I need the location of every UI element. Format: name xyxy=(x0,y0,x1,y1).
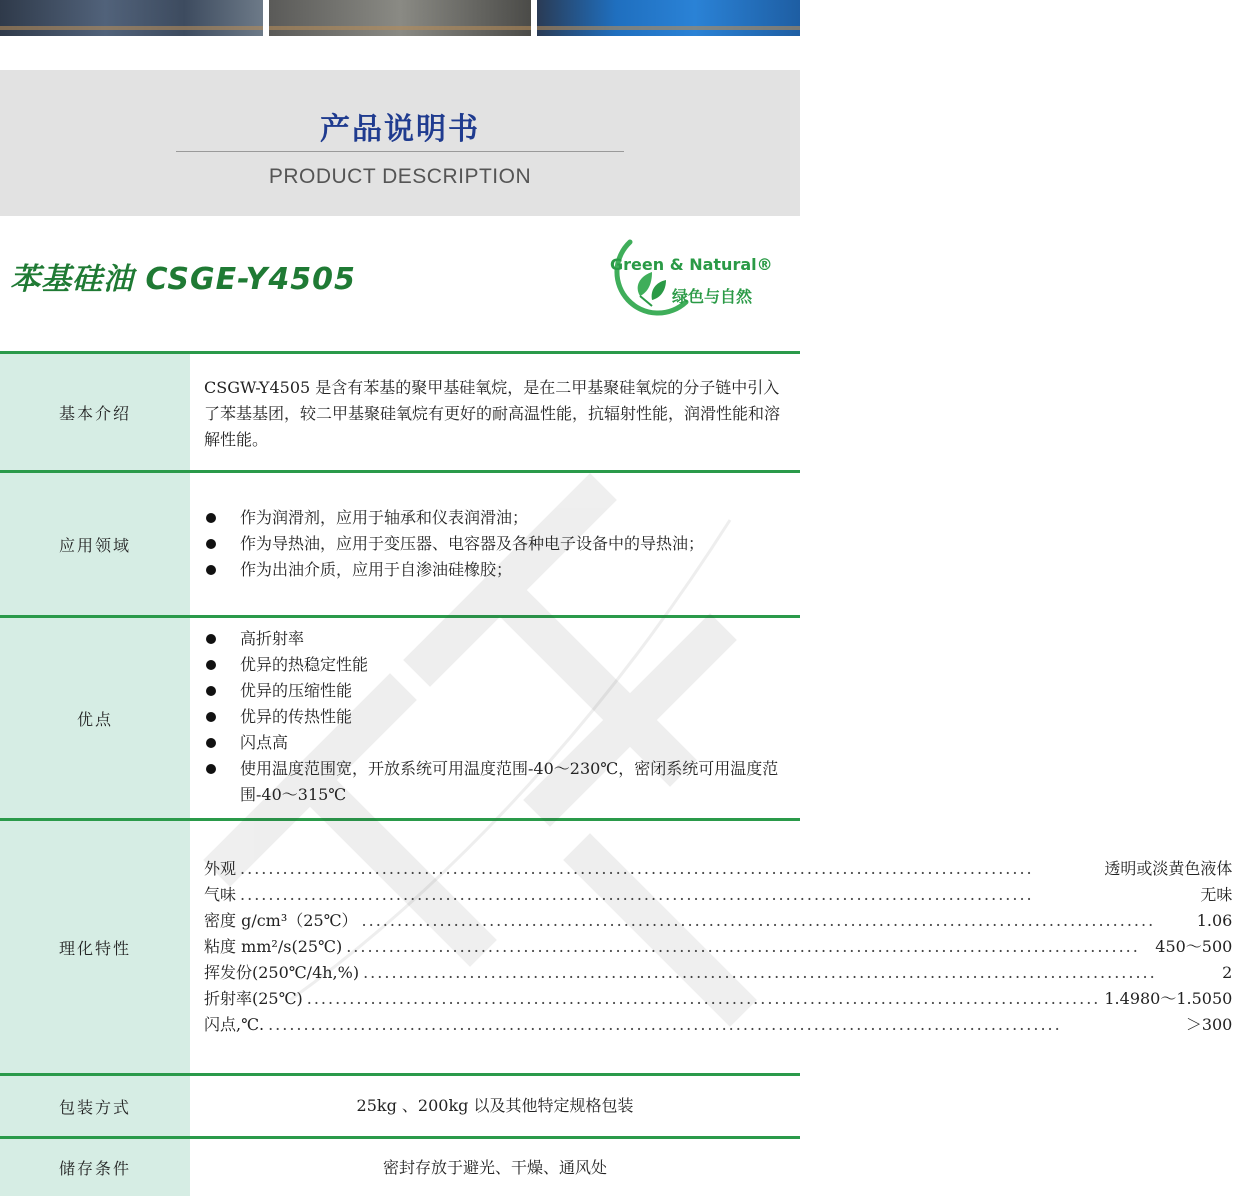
storage-text: 密封存放于避光、干燥、通风处 xyxy=(382,1157,607,1177)
intro-text: CSGW-Y4505 是含有苯基的聚甲基硅氧烷，是在二甲基聚硅氧烷的分子链中引入了苯基基团，较二甲基聚硅氧烷有更好的耐高温性能，抗辐射性能，润滑性能和溶解性能。 xyxy=(204,378,781,449)
warehouse-floor-photo xyxy=(269,0,532,36)
property-value: 450～500 xyxy=(1155,937,1233,956)
list-item: 作为出油介质，应用于自渗油硅橡胶； xyxy=(204,557,790,583)
spec-table xyxy=(0,351,1233,1196)
table-row-intro xyxy=(0,354,800,473)
property-line xyxy=(204,960,1232,986)
property-value: 1.06 xyxy=(1196,911,1233,930)
property-value: 无味 xyxy=(1200,885,1233,904)
table-row-application xyxy=(0,473,800,618)
table-row-packaging xyxy=(0,1076,800,1139)
list-item: 闪点高 xyxy=(204,730,790,756)
property-key: 闪点,℃. xyxy=(204,1015,265,1034)
list-item: 作为润滑剂，应用于轴承和仪表润滑油； xyxy=(204,505,790,531)
row-label-advantages: 优点 xyxy=(0,618,190,818)
property-key: 密度 g/cm³（25℃） xyxy=(204,911,358,930)
property-line xyxy=(204,986,1232,1012)
property-key: 挥发份(250℃/4h,%) xyxy=(204,963,360,982)
property-line xyxy=(204,1012,1232,1038)
property-key: 粘度 mm²/s(25℃) xyxy=(204,937,343,956)
row-label-application: 应用领域 xyxy=(0,473,190,615)
table-row-storage xyxy=(0,1139,800,1196)
property-line xyxy=(204,934,1232,960)
property-line xyxy=(204,908,1232,934)
property-key: 气味 xyxy=(204,885,237,904)
page-subtitle: PRODUCT DESCRIPTION xyxy=(268,165,532,188)
row-label-properties: 理化特性 xyxy=(0,821,190,1073)
row-label-packaging: 包装方式 xyxy=(0,1076,190,1136)
property-value: 1.4980～1.5050 xyxy=(1104,989,1233,1008)
product-title: 苯基硅油 CSGE-Y4505 xyxy=(10,262,356,297)
list-item: 优异的压缩性能 xyxy=(204,678,790,704)
product-photo-strip xyxy=(0,0,800,36)
list-item: 优异的热稳定性能 xyxy=(204,652,790,678)
property-key: 外观 xyxy=(204,859,237,878)
property-value: ＞300 xyxy=(1185,1015,1233,1034)
advantages-list xyxy=(204,626,790,808)
logo-text-cn: 绿色与自然 xyxy=(672,287,753,306)
property-value: 2 xyxy=(1222,963,1233,982)
list-item: 作为导热油，应用于变压器、电容器及各种电子设备中的导热油； xyxy=(204,531,790,557)
properties-list xyxy=(190,821,1242,1073)
property-line xyxy=(204,856,1232,882)
list-item: 优异的传热性能 xyxy=(204,704,790,730)
property-key: 折射率(25℃) xyxy=(204,989,303,1008)
application-list xyxy=(204,505,790,583)
property-line xyxy=(204,882,1232,908)
blue-drums-photo xyxy=(537,0,800,36)
property-value: 透明或淡黄色液体 xyxy=(1104,859,1233,878)
list-item: 高折射率 xyxy=(204,626,790,652)
table-row-properties xyxy=(0,821,1233,1076)
title-divider xyxy=(176,151,624,152)
row-label-intro: 基本介绍 xyxy=(0,354,190,470)
logo-text-en: Green & Natural® xyxy=(610,255,773,274)
page-title: 产品说明书 xyxy=(320,112,480,147)
warehouse-photo xyxy=(0,0,263,36)
row-label-storage: 储存条件 xyxy=(0,1139,190,1196)
list-item: 使用温度范围宽，开放系统可用温度范围-40～230℃，密闭系统可用温度范围-40～315℃ xyxy=(204,756,790,808)
table-row-advantages xyxy=(0,618,800,821)
packaging-text: 25kg 、200kg 以及其他特定规格包装 xyxy=(356,1096,634,1115)
